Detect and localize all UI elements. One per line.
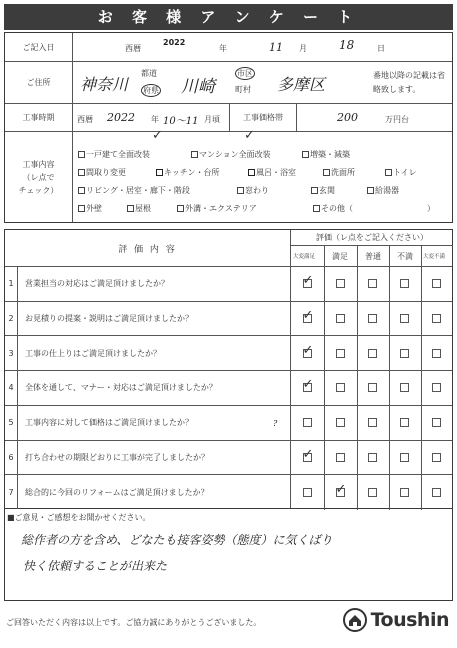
option-3-label: 間取り変更 bbox=[86, 168, 126, 177]
address-prefecture[interactable]: 神奈川 bbox=[80, 75, 129, 94]
rating-checkmark: ✓ bbox=[335, 481, 347, 497]
rating-checkbox[interactable] bbox=[368, 418, 377, 427]
comments-line-2[interactable]: 快く依頼することが出来た bbox=[23, 559, 168, 573]
date-label: ご記入日 bbox=[5, 33, 73, 61]
work-label-3: チェック） bbox=[18, 185, 59, 195]
rating-checkbox[interactable] bbox=[303, 418, 312, 427]
eval-row-number: 4 bbox=[5, 371, 18, 405]
eval-row-number: 6 bbox=[5, 441, 18, 475]
option-4-label: キッチン・台所 bbox=[164, 168, 220, 177]
address-town[interactable]: 多摩区 bbox=[277, 75, 326, 94]
period-era: 西暦 bbox=[77, 115, 93, 124]
scale-1: 満足 bbox=[332, 252, 348, 261]
option-14[interactable] bbox=[177, 203, 257, 214]
date-day[interactable]: 18 bbox=[339, 38, 355, 52]
city-suffix-1 bbox=[235, 67, 255, 80]
option-15[interactable] bbox=[313, 203, 353, 214]
rating-checkbox[interactable] bbox=[432, 453, 441, 462]
pref-circle: 府県 bbox=[143, 86, 159, 95]
price-unit: 万円台 bbox=[385, 115, 409, 124]
eval-row bbox=[5, 266, 452, 301]
rating-checkbox[interactable] bbox=[336, 349, 345, 358]
period-year-unit: 年 bbox=[151, 115, 159, 124]
option-11-label: 給湯器 bbox=[375, 186, 399, 195]
work-label-1: 工事内容 bbox=[22, 159, 55, 169]
rating-checkbox[interactable] bbox=[368, 314, 377, 323]
eval-row bbox=[5, 474, 452, 509]
comments-label: ■ご意見・ご感想をお聞かせください。 bbox=[7, 513, 151, 522]
option-10[interactable] bbox=[311, 185, 335, 196]
eval-row-number: 2 bbox=[5, 302, 18, 336]
eval-header-line bbox=[291, 245, 453, 246]
date-row bbox=[5, 33, 452, 62]
option-10-label: 玄関 bbox=[319, 186, 335, 195]
rating-checkbox[interactable] bbox=[400, 418, 409, 427]
rating-checkbox[interactable] bbox=[303, 488, 312, 497]
checkbox-8[interactable] bbox=[78, 187, 85, 194]
rating-checkbox[interactable] bbox=[336, 383, 345, 392]
option-9[interactable] bbox=[237, 185, 269, 196]
work-label bbox=[5, 132, 73, 222]
option-11[interactable] bbox=[367, 185, 399, 196]
price-value[interactable]: 200 bbox=[337, 111, 358, 124]
eval-row bbox=[5, 335, 452, 370]
eval-row bbox=[5, 370, 452, 405]
checkbox-0[interactable] bbox=[78, 151, 85, 158]
city-circle: 市区 bbox=[237, 69, 253, 78]
rating-checkmark: ✓ bbox=[302, 377, 314, 393]
option-12[interactable] bbox=[78, 203, 102, 214]
date-day-unit: 日 bbox=[377, 44, 385, 53]
pref-suffix-1: 都道 bbox=[141, 69, 157, 78]
eval-question: お見積りの提案・説明はご満足頂けましたか？ bbox=[25, 314, 193, 324]
checkbox-14[interactable] bbox=[177, 205, 184, 212]
option-2-label: 増築・減築 bbox=[310, 150, 350, 159]
checkmark-bath: ✓ bbox=[244, 128, 255, 143]
eval-question: 打ち合わせの期限どおりに工事が完了しましたか？ bbox=[25, 452, 209, 462]
checkbox-15[interactable] bbox=[313, 205, 320, 212]
rating-checkbox[interactable] bbox=[368, 279, 377, 288]
eval-row-number: 7 bbox=[5, 475, 18, 509]
option-1-label: マンション全面改装 bbox=[199, 150, 271, 159]
checkbox-6[interactable] bbox=[323, 169, 330, 176]
checkbox-1[interactable] bbox=[191, 151, 198, 158]
info-table bbox=[4, 32, 453, 223]
checkbox-11[interactable] bbox=[367, 187, 374, 194]
option-13-label: 屋根 bbox=[135, 204, 151, 213]
work-label-2: （レ点で bbox=[22, 172, 55, 182]
rating-checkbox[interactable] bbox=[336, 418, 345, 427]
period-row bbox=[5, 104, 452, 132]
eval-question: 総合的に今回のリフォームはご満足頂けましたか？ bbox=[25, 487, 209, 497]
option-12-label: 外壁 bbox=[86, 204, 102, 213]
rating-checkmark: ✓ bbox=[302, 308, 314, 324]
option-9-label: 窓わり bbox=[245, 186, 269, 195]
option-8[interactable] bbox=[78, 185, 190, 196]
eval-header-left: 評 価 内 容 bbox=[118, 244, 177, 255]
rating-checkbox[interactable] bbox=[400, 383, 409, 392]
rating-checkbox[interactable] bbox=[432, 383, 441, 392]
rating-checkbox[interactable] bbox=[432, 418, 441, 427]
eval-row bbox=[5, 405, 452, 440]
rating-checkbox[interactable] bbox=[400, 349, 409, 358]
evaluation-table bbox=[4, 229, 453, 509]
scale-4: 大変不満 bbox=[423, 254, 446, 260]
rating-checkbox[interactable] bbox=[400, 488, 409, 497]
comments-section bbox=[4, 509, 453, 601]
rating-checkbox[interactable] bbox=[432, 279, 441, 288]
option-7[interactable] bbox=[385, 167, 417, 178]
checkbox-3[interactable] bbox=[78, 169, 85, 176]
option-0-label: 一戸建て全面改装 bbox=[86, 150, 150, 159]
period-year[interactable]: 2022 bbox=[107, 111, 135, 124]
option-7-label: トイレ bbox=[393, 168, 417, 177]
eval-row-number: 3 bbox=[5, 336, 18, 370]
period-months[interactable]: 10〜11 bbox=[163, 116, 199, 127]
eval-row-number: 5 bbox=[5, 406, 18, 440]
rating-checkbox[interactable] bbox=[432, 349, 441, 358]
rating-checkbox[interactable] bbox=[368, 349, 377, 358]
date-month-unit: 月 bbox=[299, 44, 307, 53]
date-era: 西暦 bbox=[125, 44, 141, 53]
address-note: 番地以降の記載は省略致します。 bbox=[373, 71, 445, 94]
eval-row bbox=[5, 440, 452, 475]
checkbox-7[interactable] bbox=[385, 169, 392, 176]
company-name: Toushin bbox=[370, 609, 449, 631]
option-6-label: 洗面所 bbox=[331, 168, 355, 177]
checkbox-4-checked[interactable] bbox=[156, 169, 163, 176]
eval-rows bbox=[5, 266, 452, 509]
comments-line-1[interactable]: 総作者の方を含め、どなたも接客姿勢（態度）に気くばり bbox=[21, 533, 333, 547]
eval-question: 工事内容に対して価格はご満足頂けましたか？ bbox=[25, 418, 193, 428]
period-label: 工事時期 bbox=[5, 104, 73, 131]
option-5[interactable] bbox=[248, 167, 296, 178]
eval-question: 営業担当の対応はご満足頂けましたか？ bbox=[25, 279, 169, 289]
scale-0: 大変満足 bbox=[293, 254, 316, 260]
city-suffix-2: 町村 bbox=[235, 85, 251, 94]
price-label: 工事価格帯 bbox=[229, 104, 297, 131]
eval-margin-note: ? bbox=[273, 419, 278, 429]
option-2[interactable] bbox=[302, 149, 350, 160]
date-year-unit: 年 bbox=[219, 44, 227, 53]
rating-checkbox[interactable] bbox=[336, 279, 345, 288]
option-0[interactable] bbox=[78, 149, 150, 160]
option-14-label: 外溝・エクステリア bbox=[185, 204, 257, 213]
checkbox-10[interactable] bbox=[311, 187, 318, 194]
address-label: ご住所 bbox=[5, 62, 73, 103]
survey-title: お 客 様 ア ン ケ ー ト bbox=[4, 4, 453, 30]
eval-question: 全体を通して、マナー・対応はご満足頂けましたか？ bbox=[25, 383, 217, 393]
option-4[interactable] bbox=[156, 167, 219, 178]
option-3[interactable] bbox=[78, 167, 126, 178]
option-13[interactable] bbox=[127, 203, 151, 214]
rating-checkmark: ✓ bbox=[302, 342, 314, 358]
checkmark-kitchen: ✓ bbox=[152, 128, 163, 143]
rating-checkbox[interactable] bbox=[368, 488, 377, 497]
eval-row bbox=[5, 301, 452, 336]
option-5-label: 風呂・浴室 bbox=[256, 168, 296, 177]
address-city[interactable]: 川崎 bbox=[181, 77, 215, 97]
date-month[interactable]: 11 bbox=[269, 41, 283, 54]
footer-text: ご回答いただく内容は以上です。ご協力誠にありがとうございました。 bbox=[6, 618, 262, 627]
option-1[interactable] bbox=[191, 149, 271, 160]
rating-checkmark: ✓ bbox=[302, 273, 314, 289]
date-year[interactable]: 2022 bbox=[163, 38, 186, 47]
checkbox-12[interactable] bbox=[78, 205, 85, 212]
rating-checkbox[interactable] bbox=[432, 314, 441, 323]
checkbox-13[interactable] bbox=[127, 205, 134, 212]
eval-question: 工事の仕上りはご満足頂けましたか？ bbox=[25, 348, 161, 358]
house-icon bbox=[343, 608, 367, 632]
option-8-label: リビング・居室・廊下・階段 bbox=[86, 186, 190, 195]
rating-checkbox[interactable] bbox=[400, 314, 409, 323]
option-16-close: ） bbox=[427, 204, 435, 213]
scale-2: 普通 bbox=[365, 252, 381, 261]
period-month-unit: 月頃 bbox=[204, 115, 220, 124]
rating-checkbox[interactable] bbox=[432, 488, 441, 497]
option-15-label: その他（ bbox=[321, 204, 353, 213]
scale-3: 不満 bbox=[397, 252, 413, 261]
rating-checkbox[interactable] bbox=[368, 453, 377, 462]
rating-checkbox[interactable] bbox=[400, 453, 409, 462]
rating-checkmark: ✓ bbox=[302, 446, 314, 462]
rating-checkbox[interactable] bbox=[400, 279, 409, 288]
checkbox-9[interactable] bbox=[237, 187, 244, 194]
eval-header-right: 評価（レ点をご記入ください） bbox=[316, 233, 428, 242]
rating-checkbox[interactable] bbox=[368, 383, 377, 392]
checkbox-5-checked[interactable] bbox=[248, 169, 255, 176]
rating-checkbox[interactable] bbox=[336, 453, 345, 462]
option-6[interactable] bbox=[323, 167, 355, 178]
pref-suffix-2 bbox=[141, 84, 161, 97]
work-row bbox=[5, 132, 452, 222]
address-row bbox=[5, 62, 452, 104]
checkbox-2[interactable] bbox=[302, 151, 309, 158]
eval-row-number: 1 bbox=[5, 267, 18, 301]
rating-checkbox[interactable] bbox=[336, 314, 345, 323]
company-logo bbox=[343, 608, 449, 632]
